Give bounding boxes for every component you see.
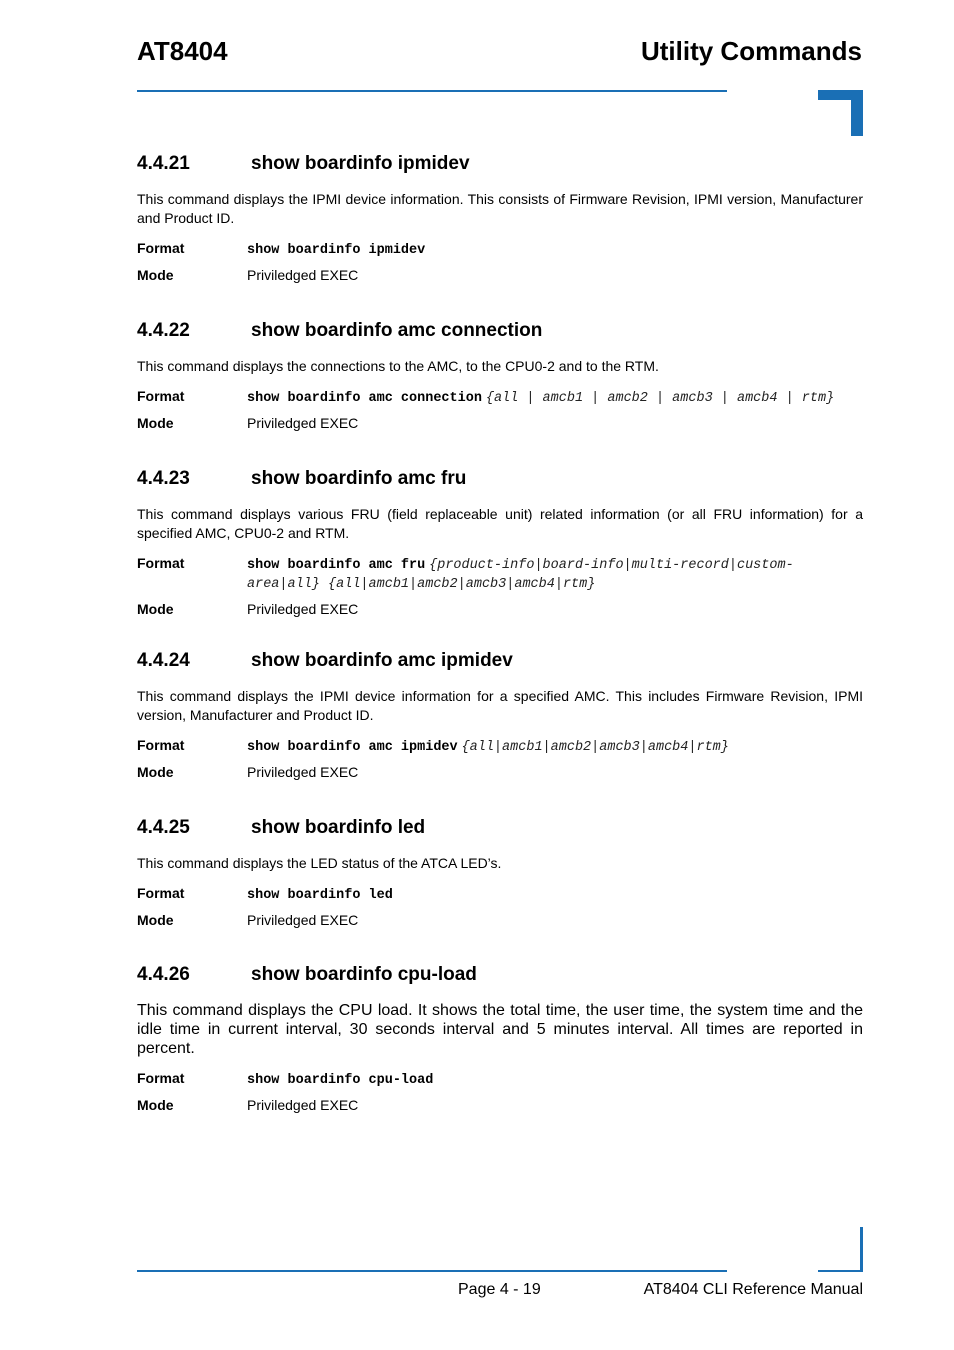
mode-label: Mode xyxy=(137,601,174,617)
mode-value: Priviledged EXEC xyxy=(247,601,359,617)
format-row xyxy=(137,885,863,904)
mode-label: Mode xyxy=(137,267,174,283)
section-4-4-22 xyxy=(137,319,863,431)
section-title: show boardinfo cpu-load xyxy=(251,964,477,985)
section-heading xyxy=(137,963,863,987)
section-heading xyxy=(137,649,863,673)
section-description: This command displays the IPMI device information. This consists of Firmware Revision, IPMI version, Manufacturer and Product ID. xyxy=(137,191,863,226)
footer-corner-mark-bottom xyxy=(818,1270,863,1272)
section-4-4-23 xyxy=(137,467,863,617)
section-heading xyxy=(137,816,863,840)
manual-title: AT8404 CLI Reference Manual xyxy=(643,1281,863,1298)
format-label: Format xyxy=(137,388,185,404)
header-rule xyxy=(137,90,727,92)
section-title: show boardinfo led xyxy=(251,817,426,838)
command-syntax: show boardinfo amc ipmidev xyxy=(247,740,458,755)
section-description: This command displays the CPU load. It shows the total time, the user time, the system time and the idle time in current interval, 30 seconds interval and 5 minutes interval. All times are reported in percent. xyxy=(137,1002,863,1057)
mode-value: Priviledged EXEC xyxy=(247,1097,359,1113)
format-row xyxy=(137,555,863,593)
format-label: Format xyxy=(137,1070,185,1086)
format-row xyxy=(137,240,863,259)
section-heading xyxy=(137,319,863,343)
mode-row xyxy=(137,601,863,617)
mode-label: Mode xyxy=(137,1097,174,1113)
section-description: This command displays the IPMI device information for a specified AMC. This includes Firmware Revision, IPMI version, Manufacturer and Product ID. xyxy=(137,688,863,723)
command-syntax: show boardinfo amc connection xyxy=(247,391,482,406)
section-description: This command displays various FRU (field replaceable unit) related information (or all FRU information) for a specified AMC, CPU0-2 and RTM. xyxy=(137,506,863,541)
page-number: Page 4 - 19 xyxy=(458,1281,541,1298)
section-title: show boardinfo amc connection xyxy=(251,320,543,341)
section-number: 4.4.24 xyxy=(137,650,190,671)
mode-label: Mode xyxy=(137,912,174,928)
section-title: show boardinfo ipmidev xyxy=(251,153,470,174)
command-syntax: show boardinfo ipmidev xyxy=(247,243,426,258)
section-number: 4.4.22 xyxy=(137,320,190,341)
command-syntax: show boardinfo amc fru xyxy=(247,558,426,573)
mode-row xyxy=(137,912,863,928)
section-heading xyxy=(137,152,863,176)
section-description: This command displays the LED status of the ATCA LED’s. xyxy=(137,855,502,871)
document-title: AT8404 xyxy=(137,36,228,66)
section-description: This command displays the connections to the AMC, to the CPU0-2 and to the RTM. xyxy=(137,358,659,374)
chapter-title: Utility Commands xyxy=(640,36,862,66)
section-number: 4.4.25 xyxy=(137,817,190,838)
format-label: Format xyxy=(137,555,185,571)
format-label: Format xyxy=(137,240,185,256)
section-number: 4.4.21 xyxy=(137,153,190,174)
format-label: Format xyxy=(137,885,185,901)
command-arguments: {all | amcb1 | amcb2 | amcb3 | amcb4 | rtm} xyxy=(485,391,835,406)
format-row xyxy=(137,388,863,407)
command-arguments: {product-info|board-info|multi-record|custom-area|all} {all|amcb1|amcb2|amcb3|amcb4|rtm} xyxy=(247,558,794,592)
mode-label: Mode xyxy=(137,415,174,431)
section-heading xyxy=(137,467,863,491)
command-syntax: show boardinfo cpu-load xyxy=(247,1073,434,1088)
footer-rule xyxy=(137,1270,727,1272)
section-number: 4.4.26 xyxy=(137,964,190,985)
mode-value: Priviledged EXEC xyxy=(247,764,359,780)
format-label: Format xyxy=(137,737,185,753)
command-syntax: show boardinfo led xyxy=(247,888,393,903)
footer-corner-mark xyxy=(860,1227,863,1272)
format-row xyxy=(137,1070,863,1089)
mode-label: Mode xyxy=(137,764,174,780)
mode-value: Priviledged EXEC xyxy=(247,912,359,928)
header-corner-mark-vertical xyxy=(851,90,863,136)
section-4-4-26 xyxy=(137,963,863,1113)
mode-value: Priviledged EXEC xyxy=(247,267,359,283)
section-4-4-25 xyxy=(137,816,863,928)
mode-row xyxy=(137,1097,863,1113)
format-row xyxy=(137,737,863,756)
mode-value: Priviledged EXEC xyxy=(247,415,359,431)
section-number: 4.4.23 xyxy=(137,468,190,489)
section-4-4-21 xyxy=(137,152,863,283)
section-title: show boardinfo amc fru xyxy=(251,468,467,489)
mode-row xyxy=(137,267,863,283)
section-title: show boardinfo amc ipmidev xyxy=(251,650,513,671)
section-4-4-24 xyxy=(137,649,863,780)
mode-row xyxy=(137,764,863,780)
mode-row xyxy=(137,415,863,431)
command-arguments: {all|amcb1|amcb2|amcb3|amcb4|rtm} xyxy=(461,740,729,755)
